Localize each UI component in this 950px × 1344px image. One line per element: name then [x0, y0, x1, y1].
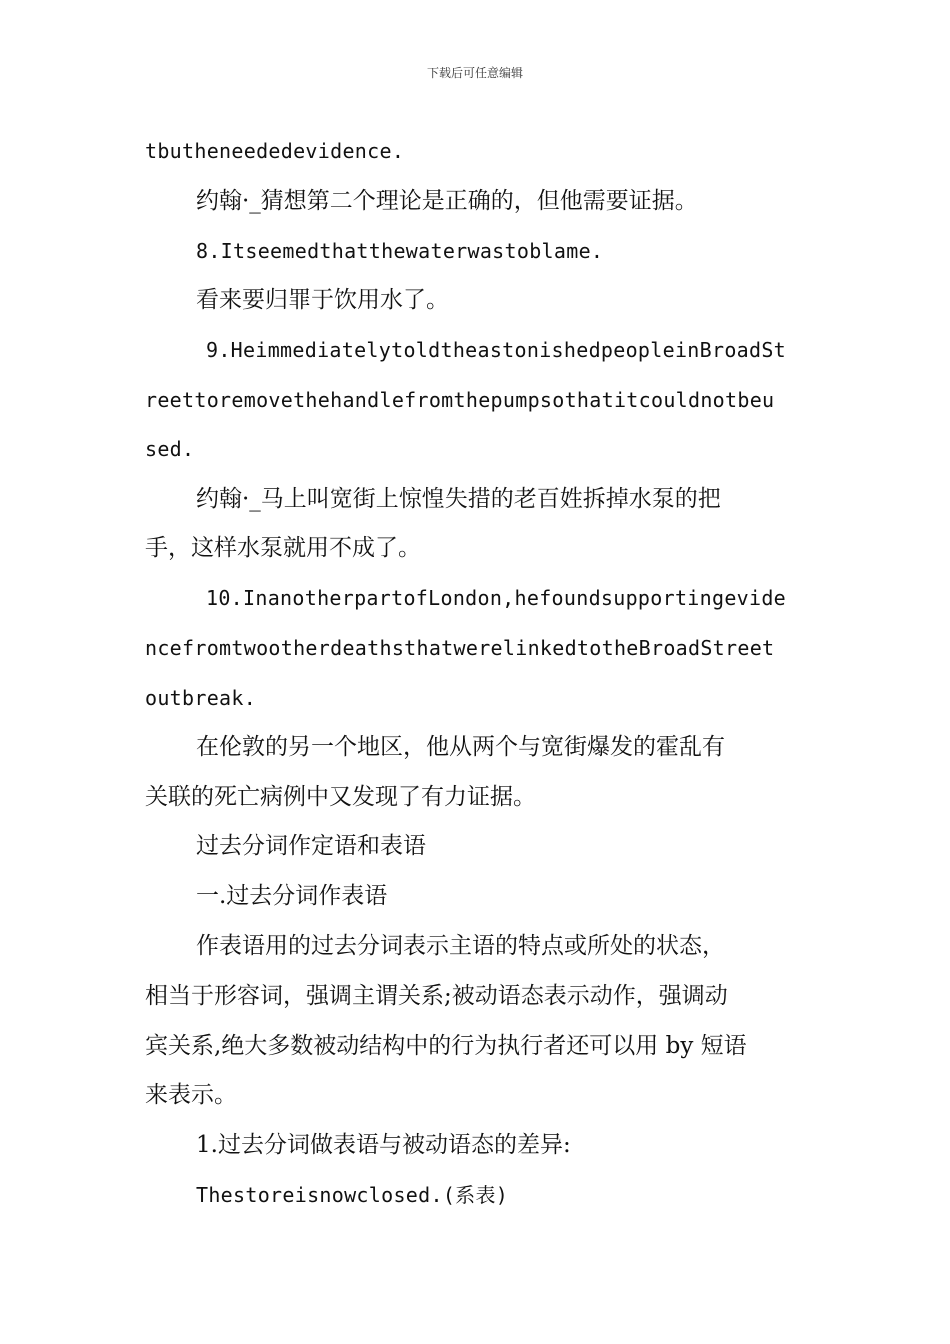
- text-line: 在伦敦的另一个地区，他从两个与宽街爆发的霍乱有: [196, 734, 725, 760]
- text-line: 1.过去分词做表语与被动语态的差异:: [196, 1132, 571, 1158]
- text-line: 来表示。: [145, 1082, 237, 1108]
- text-line: 约翰·_猜想第二个理论是正确的，但他需要证据。: [196, 188, 698, 214]
- text-line: 9.HeimmediatelytoldtheastonishedpeopleinBroadSt: [206, 338, 787, 362]
- text-line: 8.Itseemedthatthewaterwastoblame.: [196, 239, 604, 263]
- text-line: sed.: [145, 437, 195, 461]
- section-heading: 过去分词作定语和表语: [196, 833, 426, 859]
- text-line: 约翰·_马上叫宽街上惊惶失措的老百姓拆掉水泵的把: [196, 486, 721, 512]
- text-line: 关联的死亡病例中又发现了有力证据。: [145, 784, 536, 810]
- text-line: ncefromtwootherdeathsthatwerelinkedtotheBroadStreet: [145, 636, 775, 660]
- section-subheading: 一.过去分词作表语: [196, 883, 388, 909]
- text-line: 手，这样水泵就用不成了。: [145, 535, 421, 561]
- text-line: reettoremovethehandlefromthepumpsothatitcouldnotbeu: [145, 388, 775, 412]
- text-line: 看来要归罪于饮用水了。: [196, 287, 449, 313]
- text-line: 相当于形容词，强调主谓关系;被动语态表示动作，强调动: [145, 983, 728, 1009]
- text-line: outbreak.: [145, 686, 257, 710]
- page-header: 下载后可任意编辑: [426, 66, 523, 80]
- text-line: 作表语用的过去分词表示主语的特点或所处的状态，: [196, 933, 725, 959]
- text-line: 10.InanotherpartofLondon,hefoundsupportingevide: [206, 586, 787, 610]
- text-line: tbutheneededevidence.: [145, 139, 405, 163]
- example-sentence: Thestoreisnowclosed.(系表): [196, 1183, 509, 1207]
- text-line: 宾关系,绝大多数被动结构中的行为执行者还可以用 by 短语: [145, 1033, 747, 1059]
